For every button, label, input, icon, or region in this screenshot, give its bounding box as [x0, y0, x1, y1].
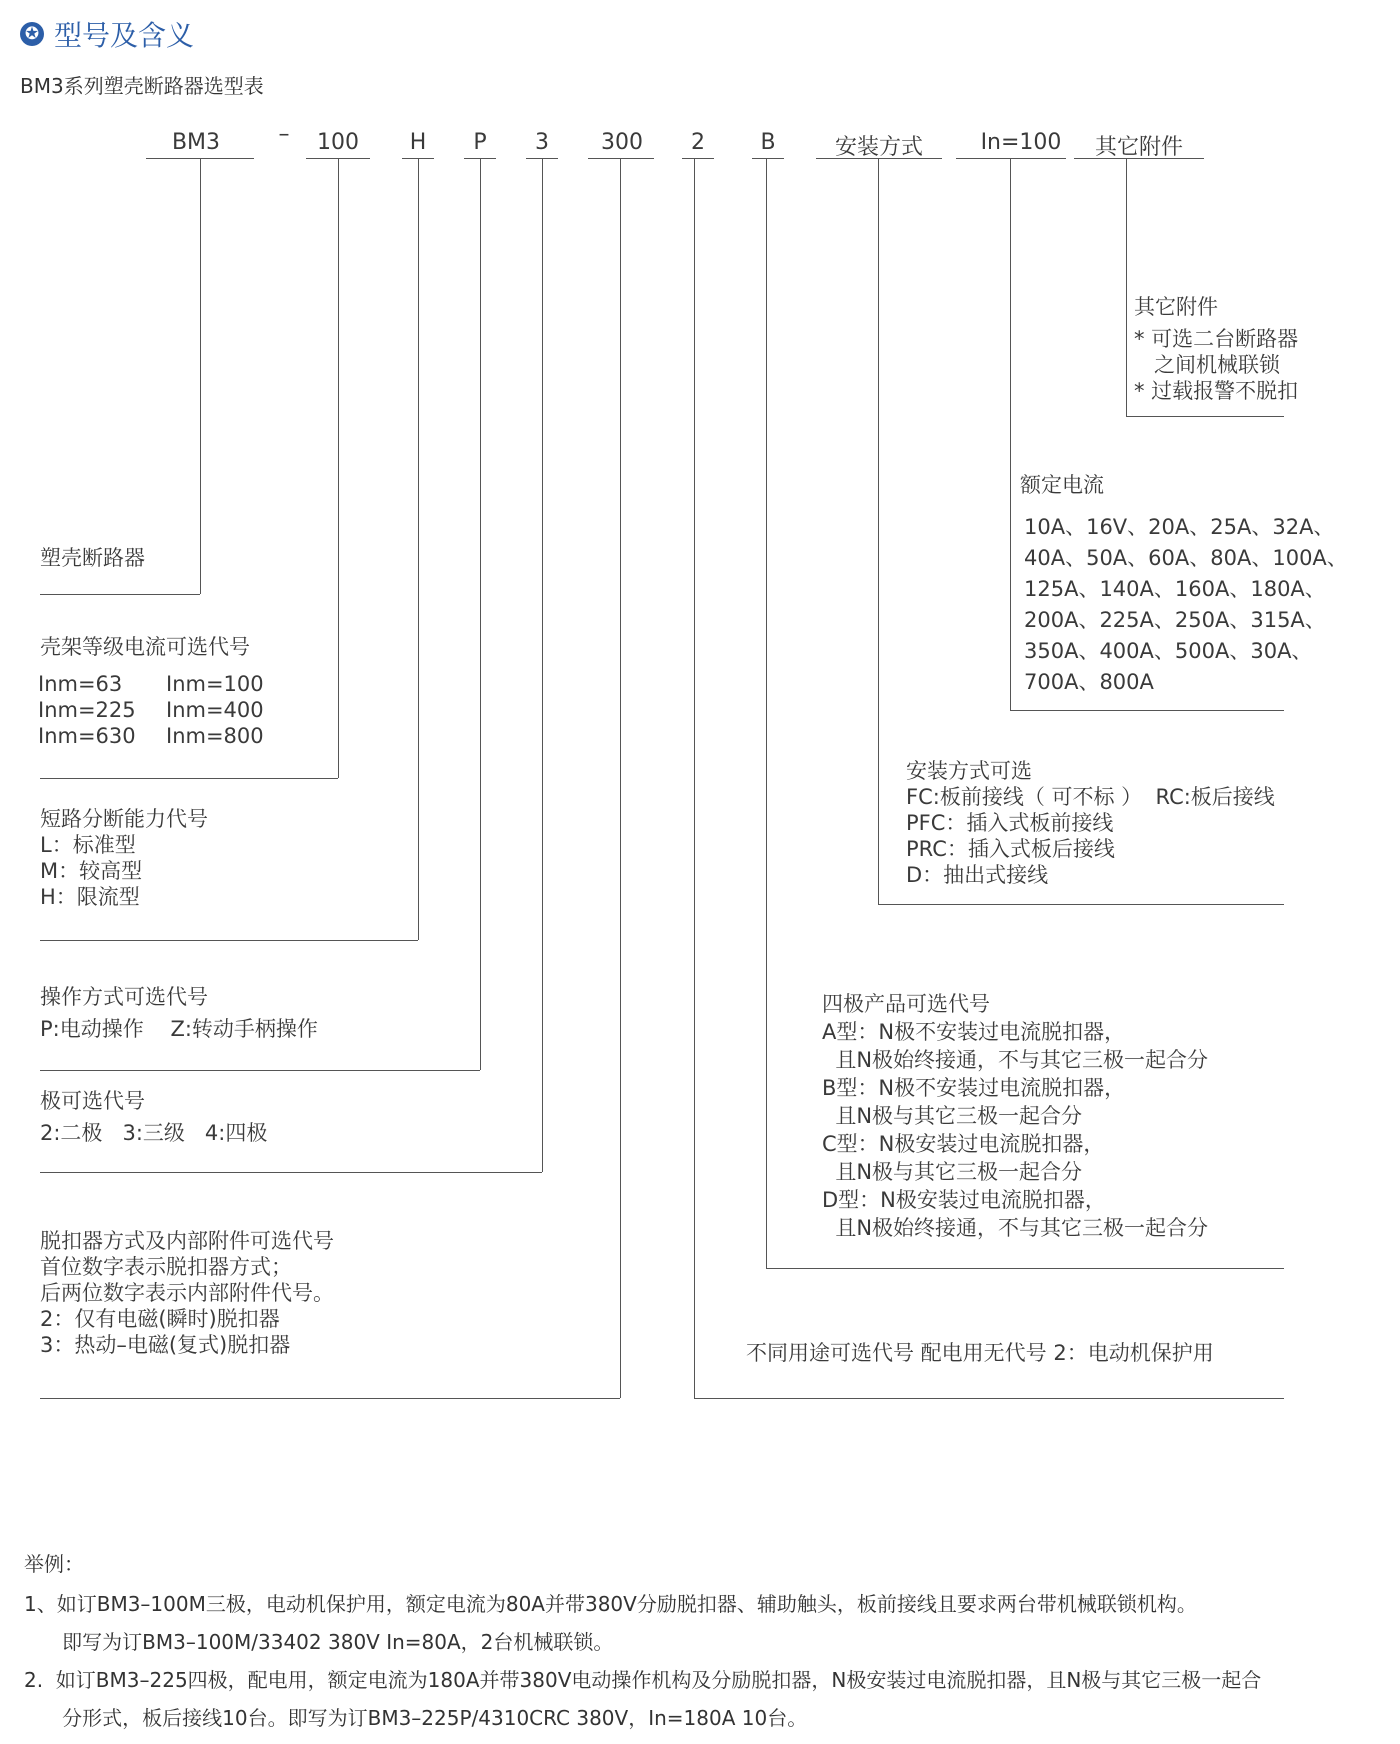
accessories-line: * 过载报警不脱扣 [1134, 379, 1299, 403]
baseline-usage [694, 1398, 1284, 1399]
accessories-block [1134, 294, 1298, 404]
release-line: 后两位数字表示内部附件代号。 [40, 1281, 334, 1305]
rated-current-title: 额定电流 [1020, 473, 1104, 497]
baseline-poles [40, 1172, 542, 1173]
frame-value: Inm=630 [38, 724, 136, 748]
frame-value: Inm=400 [166, 698, 264, 722]
release-line: 3：热动–电磁(复式)脱扣器 [40, 1333, 291, 1357]
baseline-breaking [40, 940, 418, 941]
operation-block [40, 984, 318, 1042]
frame-title: 壳架等级电流可选代号 [40, 635, 250, 659]
code-four-pole: B [760, 130, 776, 155]
code-underline [956, 158, 1066, 159]
four-pole-line: B型：N极不安装过电流脱扣器， [822, 1076, 1126, 1100]
mounting-line: PFC：插入式板前接线 [906, 811, 1114, 835]
breaking-line: M：较高型 [40, 859, 143, 883]
code-breaking-capacity: H [409, 130, 427, 155]
table-subtitle: BM3系列塑壳断路器选型表 [20, 74, 264, 98]
frame-value: Inm=225 [38, 698, 136, 722]
example-line: 即写为订BM3–100M/33402 380V In=80A，2台机械联锁。 [24, 1630, 614, 1654]
usage-title: 不同用途可选代号 配电用无代号 2：电动机保护用 [746, 1341, 1214, 1365]
connector-operation [480, 158, 481, 1070]
release-title: 脱扣器方式及内部附件可选代号 [40, 1229, 334, 1253]
connector-mounting [878, 158, 879, 904]
baseline-accessories [1126, 416, 1284, 417]
operation-line: P:电动操作 Z:转动手柄操作 [40, 1017, 318, 1041]
code-underline [588, 158, 654, 159]
star-icon: ✪ [20, 22, 44, 46]
connector-rated-current [1010, 158, 1011, 710]
four-pole-line: D型：N极安装过电流脱扣器， [822, 1188, 1106, 1212]
release-line: 2：仅有电磁(瞬时)脱扣器 [40, 1307, 280, 1331]
four-pole-line: 且N极始终接通，不与其它三极一起合分 [822, 1216, 1209, 1240]
example-line: 2. 如订BM3–225四极，配电用，额定电流为180A并带380V电动操作机构及分励脱扣器，N极安装过电流脱扣器，且N极与其它三极一起合 [24, 1668, 1262, 1692]
rated-current-line: 350A、400A、500A、30A、 [1024, 639, 1313, 663]
connector-frame [338, 158, 339, 778]
code-operation: P [473, 130, 487, 155]
breaking-line: L：标准型 [40, 833, 136, 857]
code-usage: 2 [691, 130, 705, 155]
four-pole-line: C型：N极安装过电流脱扣器， [822, 1132, 1105, 1156]
baseline-breaker [40, 594, 200, 595]
accessories-line: 之间机械联锁 [1134, 353, 1281, 377]
operation-title: 操作方式可选代号 [40, 985, 208, 1009]
release-line: 首位数字表示脱扣器方式； [40, 1255, 292, 1279]
code-mounting: 安装方式 [834, 135, 923, 160]
code-underline [1074, 158, 1204, 159]
code-underline [682, 158, 714, 159]
rated-current-line: 10A、16V、20A、25A、32A、 [1024, 515, 1335, 539]
baseline-mounting [878, 904, 1284, 905]
four-pole-line: 且N极与其它三极一起合分 [822, 1104, 1083, 1128]
rated-current-line: 200A、225A、250A、315A、 [1024, 608, 1326, 632]
mounting-line: PRC：插入式板后接线 [906, 837, 1115, 861]
baseline-release [40, 1398, 620, 1399]
four-pole-title: 四极产品可选代号 [822, 992, 990, 1016]
section-header [20, 14, 194, 54]
frame-value: Inm=100 [166, 672, 264, 696]
breaking-block [40, 806, 208, 910]
connector-release [620, 158, 621, 1398]
baseline-rated-current [1010, 710, 1284, 711]
release-block [40, 1228, 334, 1358]
code-underline [752, 158, 784, 159]
baseline-operation [40, 1070, 480, 1071]
mounting-title: 安装方式可选 [906, 759, 1032, 783]
section-title: 型号及含义 [54, 19, 195, 52]
code-underline [816, 158, 942, 159]
poles-title: 极可选代号 [40, 1089, 145, 1113]
four-pole-line: 且N极与其它三极一起合分 [822, 1160, 1083, 1184]
code-release: 300 [601, 130, 643, 155]
example-line: 1、如订BM3–100M三极，电动机保护用，额定电流为80A并带380V分励脱扣器、辅助触头，板前接线且要求两台带机械联锁机构。 [24, 1592, 1197, 1616]
mounting-line: D：抽出式接线 [906, 863, 1049, 887]
code-bm3: BM3 [171, 130, 221, 155]
code-accessories: 其它附件 [1094, 135, 1183, 160]
accessories-line: * 可选二台断路器 [1134, 327, 1299, 351]
connector-bm3 [200, 158, 201, 594]
breaking-line: H：限流型 [40, 885, 140, 909]
rated-current-line: 125A、140A、160A、180A、 [1024, 577, 1326, 601]
connector-four-pole [766, 158, 767, 1268]
four-pole-line: A型：N极不安装过电流脱扣器， [822, 1020, 1126, 1044]
mounting-block [906, 758, 1275, 888]
four-pole-block [822, 990, 1208, 1242]
poles-line: 2:二极 3:三级 4:四极 [40, 1121, 268, 1145]
rated-current-line: 40A、50A、60A、80A、100A、 [1024, 546, 1348, 570]
poles-block [40, 1088, 267, 1146]
accessories-title: 其它附件 [1134, 295, 1218, 319]
connector-usage [694, 158, 695, 1398]
connector-poles [542, 158, 543, 1172]
code-rated-current: In=100 [980, 130, 1062, 155]
example-line: 分形式，板后接线10台。即写为订BM3–225P/4310CRC 380V，In=180A 10台。 [24, 1706, 808, 1730]
frame-value: Inm=63 [38, 672, 123, 696]
examples-heading: 举例： [24, 1552, 84, 1576]
connector-breaking [418, 158, 419, 940]
frame-value: Inm=800 [166, 724, 264, 748]
code-dash: – [278, 122, 290, 147]
baseline-frame [40, 778, 338, 779]
breaking-title: 短路分断能力代号 [40, 807, 208, 831]
baseline-four-pole [766, 1268, 1284, 1269]
breaker-title: 塑壳断路器 [40, 546, 145, 570]
rated-current-values [1024, 512, 1348, 698]
connector-accessories [1126, 158, 1127, 416]
code-frame-current: 100 [317, 130, 359, 155]
code-poles: 3 [535, 130, 549, 155]
four-pole-line: 且N极始终接通，不与其它三极一起合分 [822, 1048, 1209, 1072]
rated-current-line: 700A、800A [1024, 670, 1154, 694]
frame-values [38, 671, 286, 749]
mounting-line: FC:板前接线（ 可不标 ） RC:板后接线 [906, 785, 1275, 809]
